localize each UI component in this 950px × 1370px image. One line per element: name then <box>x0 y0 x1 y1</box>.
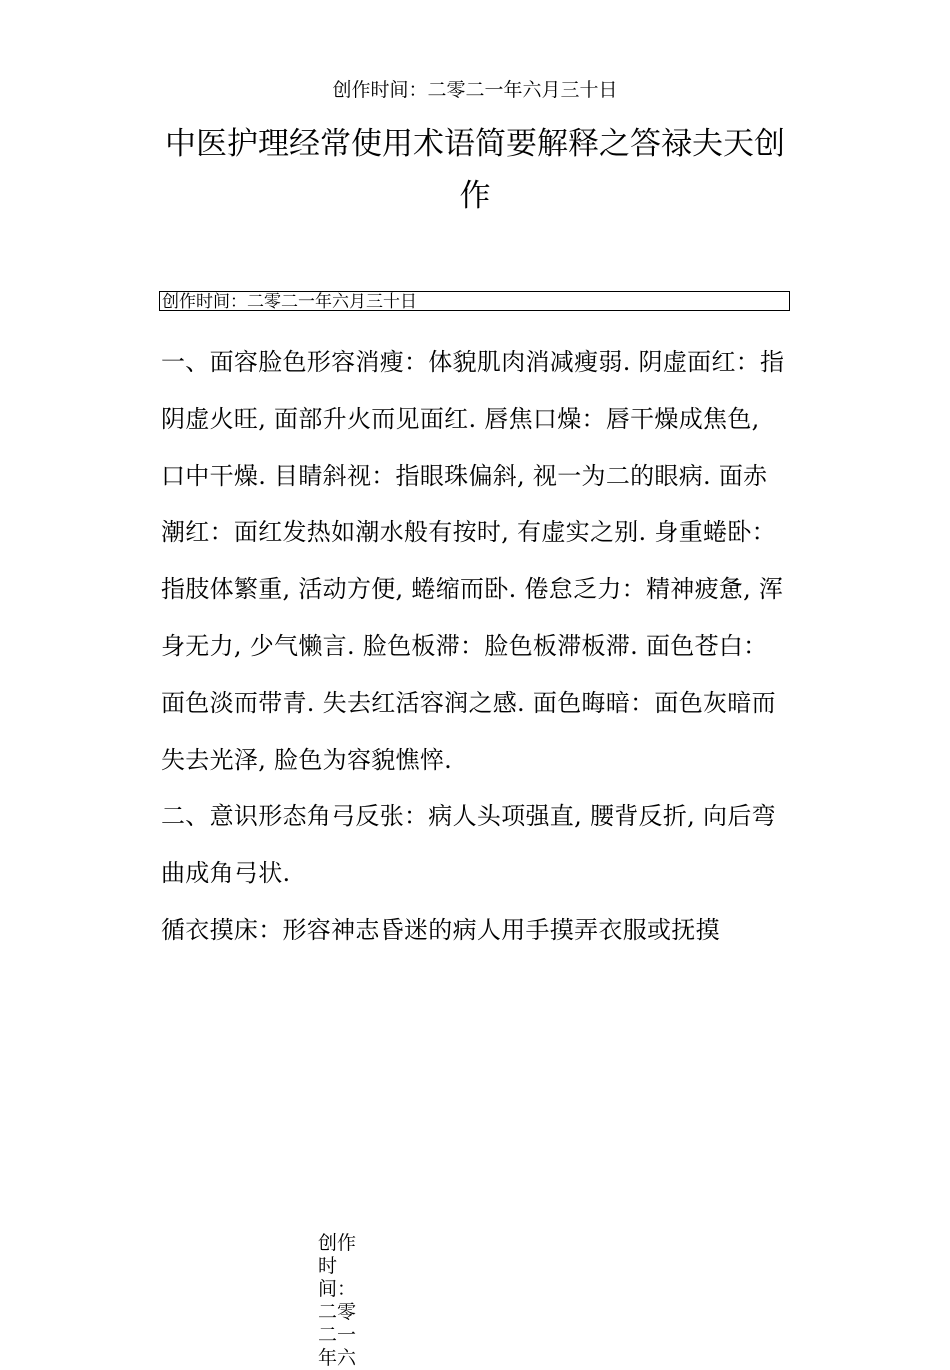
footer-date: 创作时间：二零二一年六 <box>318 1232 357 1369</box>
boxed-date-field: 创作时间：二零二一年六月三十日 <box>159 291 790 311</box>
header-date: 创作时间：二零二一年六月三十日 <box>332 79 618 101</box>
paragraph-groping-clothes: 循衣摸床：形容神志昏迷的病人用手摸弄衣服或抚摸 <box>161 915 720 944</box>
paragraph-consciousness: 二、意识形态角弓反张：病人头项强直, 腰背反折, 向后弯曲成角弓状. <box>161 802 776 888</box>
paragraph-facial-complexion: 一、面容脸色形容消瘦：体貌肌肉消减瘦弱. 阴虚面红：指阴虚火旺, 面部升火而见面红. 唇焦口燥：唇干燥成焦色, 口中干燥. 目睛斜视：指眼珠偏斜, 视一为二的眼病. 面赤潮红：面红发热如潮水般有按时, 有虚实之别. 身重蜷卧：指肢体繁重, 活动方便, 蜷缩而卧. 倦怠乏力：精神疲惫, 浑身无力, 少气懒言. 脸色板滞：脸色板滞板滞. 面色苍白：面色淡而带青. 失去红活容润之感. 面色晦暗：面色灰暗而失去光泽, 脸色为容貌憔悴. <box>161 348 785 774</box>
document-body <box>161 334 789 959</box>
document-title: 中医护理经常使用术语简要解释之答禄夫天创作 <box>165 126 785 214</box>
